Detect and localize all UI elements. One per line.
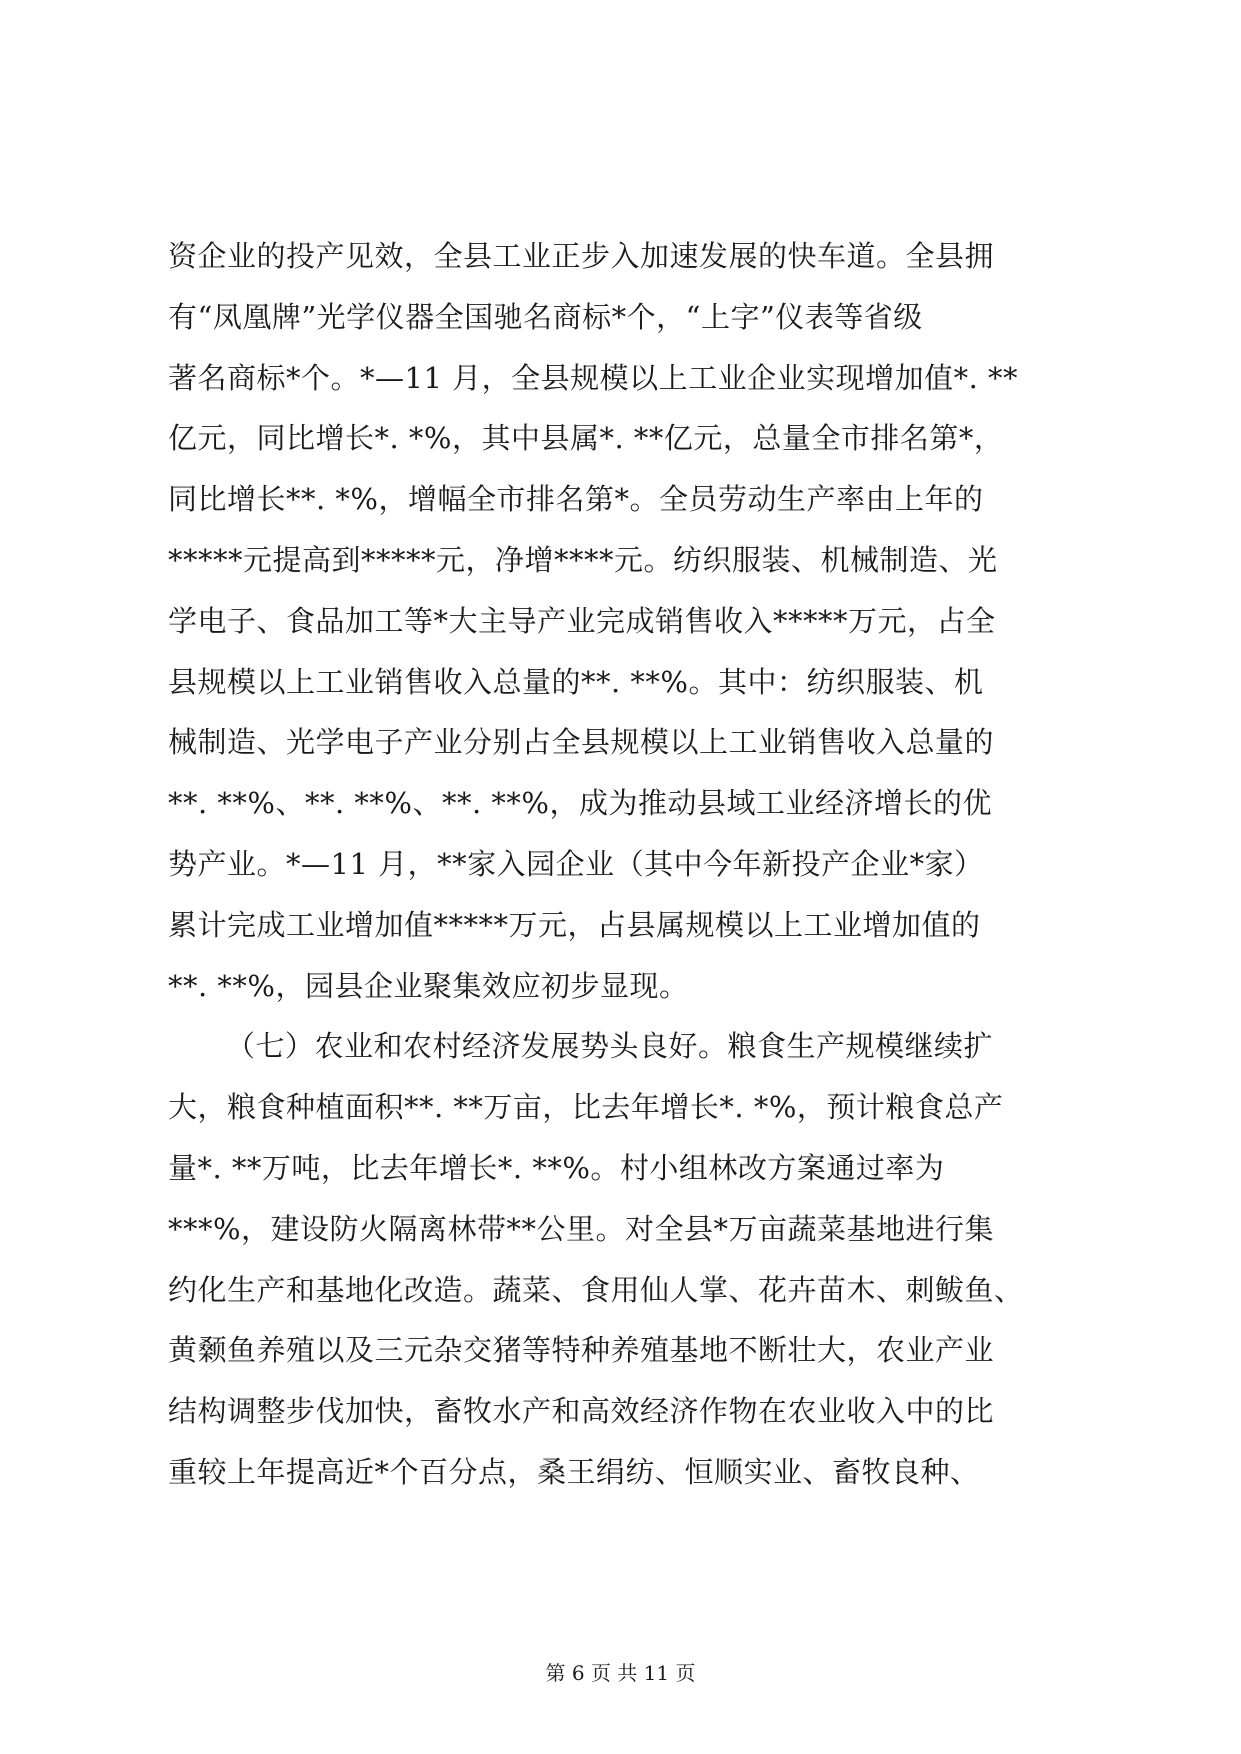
text-line: 械制造、光学电子产业分别占全县规模以上工业销售收入总量的 [168, 725, 995, 760]
text-line: 累计完成工业增加值*****万元，占县属规模以上工业增加值的 [168, 907, 981, 942]
text-line: 黄颡鱼养殖以及三元杂交猪等特种养殖基地不断壮大，农业产业 [168, 1333, 995, 1368]
text-line: 有“凤凰牌”光学仪器全国驰名商标*个，“上字”仪表等省级 [168, 299, 923, 334]
text-line: 学电子、食品加工等*大主导产业完成销售收入*****万元，占全 [168, 603, 996, 638]
text-line: 势产业。*—11 月，**家入园企业（其中今年新投产企业*家） [168, 846, 984, 881]
text-line: 量*. **万吨，比去年增长*. **%。村小组林改方案通过率为 [168, 1150, 945, 1185]
text-line: 同比增长**. *%，增幅全市排名第*。全员劳动生产率由上年的 [168, 482, 984, 517]
text-line: 县规模以上工业销售收入总量的**. **%。其中：纺织服装、机 [168, 664, 984, 699]
text-line: 结构调整步伐加快，畜牧水产和高效经济作物在农业收入中的比 [168, 1394, 995, 1429]
text-line: 亿元，同比增长*. *%，其中县属*. **亿元，总量全市排名第*， [168, 421, 1004, 456]
text-line: **. **%，园县企业聚集效应初步显现。 [168, 968, 689, 1003]
text-line: 约化生产和基地化改造。蔬菜、食用仙人掌、花卉苗木、刺鲅鱼、 [168, 1272, 1024, 1307]
text-line: 重较上年提高近*个百分点，桑王绢纺、恒顺实业、畜牧良种、 [168, 1454, 980, 1489]
text-line: 资企业的投产见效，全县工业正步入加速发展的快车道。全县拥 [168, 239, 995, 273]
text-line: *****元提高到*****元，净增****元。纺织服装、机械制造、光 [168, 542, 998, 577]
text-line: 大，粮食种植面积**. **万亩，比去年增长*. *%，预计粮食总产 [168, 1090, 1004, 1125]
text-line: 著名商标*个。*—11 月，全县规模以上工业企业实现增加值*. ** [168, 360, 1019, 395]
section-heading-line: （七）农业和农村经济发展势头良好。粮食生产规模继续扩 [226, 1029, 994, 1064]
document-body [168, 226, 1088, 1503]
text-line: **. **%、**. **%、**. **%，成为推动县域工业经济增长的优 [168, 786, 992, 821]
text-line: ***%，建设防火隔离林带**公里。对全县*万亩蔬菜基地进行集 [168, 1211, 995, 1246]
page-number-footer: 第 6 页 共 11 页 [545, 1661, 696, 1685]
